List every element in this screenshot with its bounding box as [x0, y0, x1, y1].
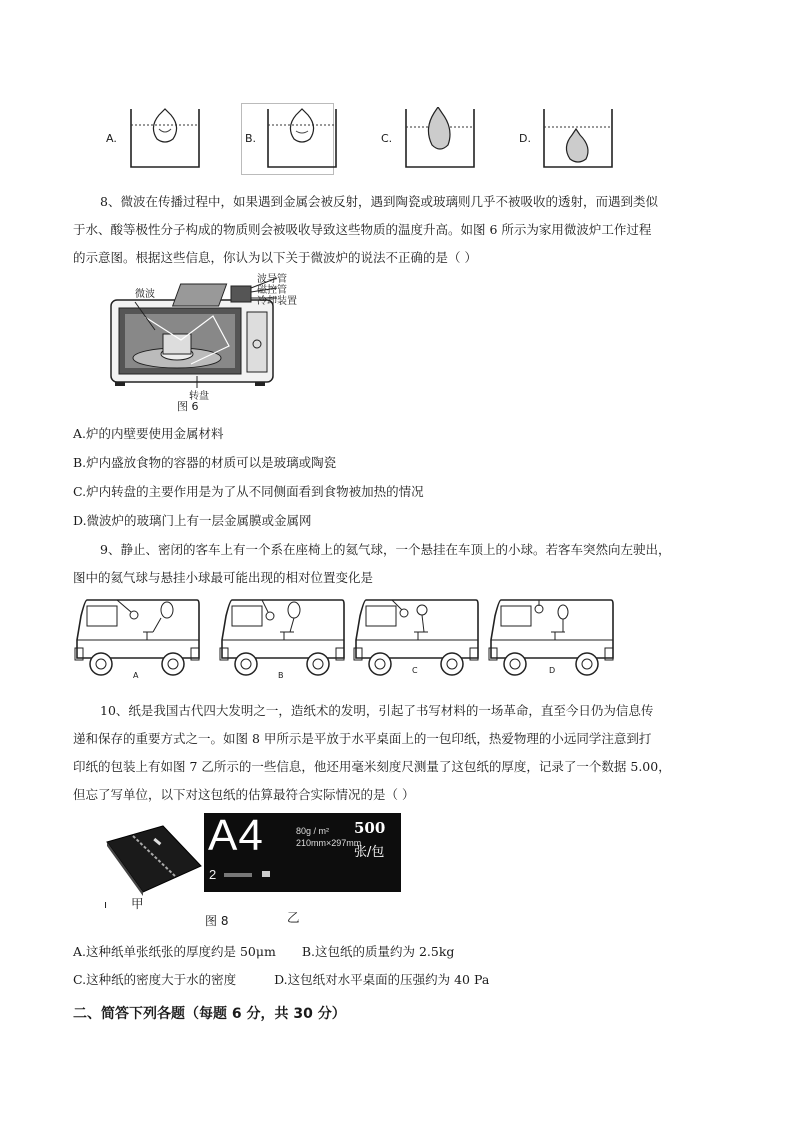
q8-stem: [73, 193, 723, 267]
a4-text: A4: [208, 811, 264, 860]
figure-8-caption: 图 8: [205, 914, 229, 928]
a4-specs: [296, 825, 361, 849]
bus-option-a: [73, 596, 201, 684]
bus-option-d: [487, 596, 615, 684]
a4-spec-size: 210mm×297mm: [296, 838, 362, 848]
bus-d-label: D: [549, 666, 556, 675]
q10-option-b: B.这包纸的质量约为 2.5kg: [301, 944, 455, 959]
q10-options-row-2: [73, 971, 489, 989]
q7-option-c-label: C.: [381, 132, 393, 145]
bus-option-c: [352, 596, 480, 684]
figure-8-paper-pack: [103, 822, 203, 896]
figure-6-microwave: [105, 272, 305, 412]
label-lengque: 冷却装置: [257, 296, 297, 307]
q9-line-2: 图中的氦气球与悬挂小球最可能出现的相对位置变化是: [73, 570, 374, 585]
bus-b-label: B: [278, 671, 284, 680]
q7-beaker-b: [266, 107, 338, 167]
label-bodaoguan: 波导管: [257, 274, 287, 285]
a4-unit: 张/包: [354, 845, 385, 860]
label-zhuanpan: 转盘: [189, 391, 209, 402]
bus-c-label: C: [412, 666, 418, 675]
a4-count: 500: [354, 819, 386, 837]
q7-beaker-a: [129, 107, 201, 167]
q8-line-3: 的示意图。根据这些信息，你认为以下关于微波炉的说法不正确的是（ ）: [73, 250, 477, 265]
q10-stem: [73, 702, 723, 804]
a4-logo-mark: [262, 871, 270, 877]
q8-option-d: D.微波炉的玻璃门上有一层金属膜或金属网: [73, 513, 312, 528]
bus-a-label: A: [133, 671, 139, 680]
q7-option-d-label: D.: [519, 132, 531, 145]
q8-option-c: C.炉内转盘的主要作用是为了从不同侧面看到食物被加热的情况: [73, 484, 424, 499]
q10-option-d: D.这包纸对水平桌面的压强约为 40 Pa: [274, 972, 490, 987]
q10-line-4: 但忘了写单位，以下对这包纸的估算最符合实际情况的是（ ）: [73, 787, 415, 802]
q7-option-a-label: A.: [106, 132, 117, 145]
q7-option-b-label: B.: [245, 132, 257, 145]
a4-barcode-strip: [224, 873, 252, 877]
q10-line-3: 印纸的包装上有如图 7 乙所示的一些信息，他还用毫米刻度尺测量了这包纸的厚度，记录了一个数据 5.00，: [73, 759, 671, 774]
figure-8-mark: ı: [104, 898, 108, 911]
q8-line-2: 于水、酸等极性分子构成的物质则会被吸收导致这些物质的温度升高。如图 6 所示为家用微波炉工作过程: [73, 222, 652, 237]
figure-8-yi: 乙: [287, 910, 300, 925]
q10-option-a: A.这种纸单张纸张的厚度约是 50μm: [73, 944, 276, 959]
q9-line-1: 9、静止、密闭的客车上有一个系在座椅上的氦气球，一个悬挂在车顶上的小球。若客车突然向左驶出，: [100, 542, 671, 557]
q8-option-b: B.炉内盛放食物的容器的材质可以是玻璃或陶瓷: [73, 455, 337, 470]
q10-options-row-1: [73, 943, 454, 961]
a4-code: 2: [209, 867, 217, 882]
q10-line-2: 递和保存的重要方式之一。如图 8 甲所示是平放于水平桌面上的一包印纸，热爱物理的小远同学注意到打: [73, 731, 652, 746]
q8-option-a: A.炉的内壁要使用金属材料: [73, 426, 224, 441]
label-weibo: 微波: [135, 289, 155, 300]
q7-beaker-c: [404, 107, 476, 167]
q9-stem: [73, 541, 723, 587]
q7-beaker-d: [542, 107, 614, 167]
q8-options: [73, 425, 723, 530]
bus-option-b: [218, 596, 346, 684]
q8-line-1: 8、微波在传播过程中，如果遇到金属会被反射，遇到陶瓷或玻璃则几乎不被吸收的透射，而遇到类似: [100, 194, 658, 209]
q10-option-c: C.这种纸的密度大于水的密度: [73, 972, 237, 987]
q10-line-1: 10、纸是我国古代四大发明之一，造纸术的发明，引起了书写材料的一场革命，直至今日仍为信息传: [100, 703, 654, 718]
figure-8-jia: 甲: [131, 896, 144, 911]
section-heading: 二、简答下列各题（每题 6 分，共 30 分）: [73, 1006, 346, 1022]
figure-8-label-box: [204, 813, 401, 892]
figure-6-caption: 图 6: [177, 400, 199, 413]
label-cikongguan: 磁控管: [257, 285, 287, 296]
a4-spec-weight: 80g / m²: [296, 826, 330, 836]
